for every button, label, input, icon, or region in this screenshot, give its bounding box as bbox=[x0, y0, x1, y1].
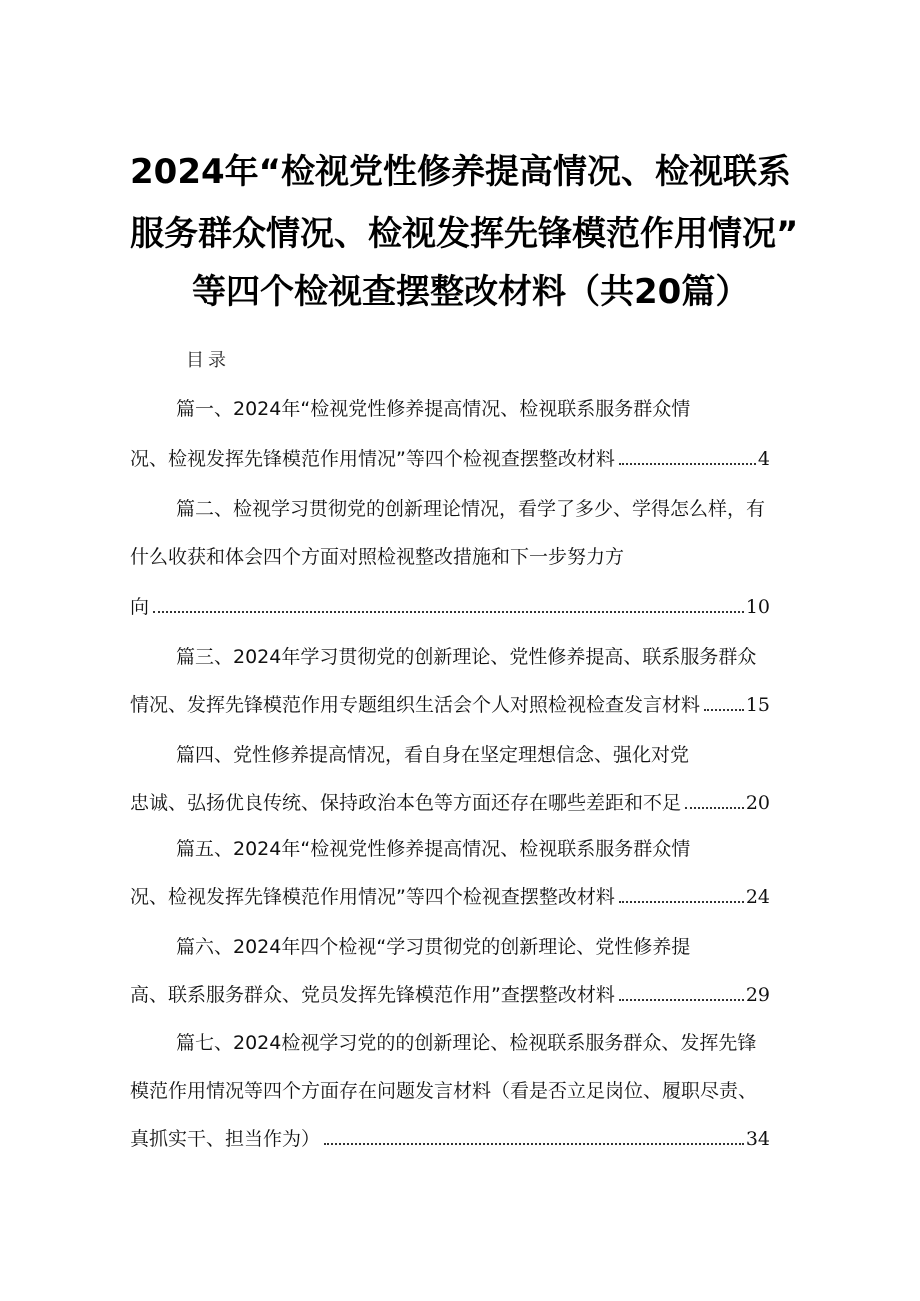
toc-entry-4-line-1: 篇四、党性修养提高情况，看自身在坚定理想信念、强化对党 bbox=[176, 744, 690, 766]
toc-entry-2-line-1: 篇二、检视学习贯彻党的创新理论情况，看学了多少、学得怎么样，有 bbox=[176, 498, 766, 520]
toc-entry-7-line-1: 篇七、2024检视学习党的的创新理论、检视联系服务群众、发挥先锋 bbox=[176, 1032, 757, 1054]
toc-entry-6-line-2[interactable] bbox=[130, 980, 770, 1010]
toc-entry-1-line-2[interactable] bbox=[130, 444, 770, 474]
toc-entry-3-line-1: 篇三、2024年学习贯彻党的创新理论、党性修养提高、联系服务群众 bbox=[176, 646, 757, 668]
title-line-1: 2024年“检视党性修养提高情况、检视联系 bbox=[130, 152, 791, 192]
toc-entry-3-page: 15 bbox=[745, 694, 770, 716]
toc-entry-6-page: 29 bbox=[745, 984, 770, 1006]
toc-entry-5-line-2[interactable] bbox=[130, 882, 770, 912]
toc-entry-2-line-3[interactable] bbox=[130, 592, 770, 622]
title-line-3: 等四个检视查摆整改材料（共20篇） bbox=[192, 272, 750, 312]
toc-entry-text: 高、联系服务群众、党员发挥先锋模范作用”查摆整改材料 bbox=[130, 984, 615, 1006]
toc-entry-7-page: 34 bbox=[745, 1128, 770, 1150]
toc-entry-2-line-2: 什么收获和体会四个方面对照检视整改措施和下一步努力方 bbox=[130, 546, 625, 568]
toc-entry-5-page: 24 bbox=[745, 886, 770, 908]
dot-leader bbox=[324, 1143, 744, 1145]
toc-entry-6-line-1: 篇六、2024年四个检视“学习贯彻党的创新理论、党性修养提 bbox=[176, 936, 691, 958]
toc-entry-4-line-2[interactable] bbox=[130, 788, 770, 818]
toc-entry-text: 况、检视发挥先锋模范作用情况”等四个检视查摆整改材料 bbox=[130, 448, 615, 470]
toc-entry-7-line-2: 模范作用情况等四个方面存在问题发言材料（看是否立足岗位、履职尽责、 bbox=[130, 1080, 758, 1102]
title-line-2: 服务群众情况、检视发挥先锋模范作用情况” bbox=[130, 214, 799, 254]
dot-leader bbox=[619, 463, 756, 465]
toc-entry-3-line-2[interactable] bbox=[130, 690, 770, 720]
toc-entry-1-page: 4 bbox=[757, 448, 770, 470]
dot-leader bbox=[685, 807, 744, 809]
toc-entry-2-page: 10 bbox=[745, 596, 770, 618]
toc-entry-text: 真抓实干、担当作为） bbox=[130, 1128, 321, 1150]
toc-heading: 目录 bbox=[186, 350, 230, 371]
toc-entry-4-page: 20 bbox=[745, 792, 770, 814]
dot-leader bbox=[619, 901, 744, 903]
toc-entry-1-line-1: 篇一、2024年“检视党性修养提高情况、检视联系服务群众情 bbox=[176, 398, 691, 420]
dot-leader bbox=[619, 999, 744, 1001]
dot-leader bbox=[704, 709, 744, 711]
toc-entry-text: 忠诚、弘扬优良传统、保持政治本色等方面还存在哪些差距和不足 bbox=[130, 792, 682, 814]
toc-entry-text: 况、检视发挥先锋模范作用情况”等四个检视查摆整改材料 bbox=[130, 886, 615, 908]
dot-leader bbox=[153, 611, 744, 613]
toc-entry-text: 情况、发挥先锋模范作用专题组织生活会个人对照检视检查发言材料 bbox=[130, 694, 701, 716]
toc-entry-text: 向 bbox=[130, 596, 150, 618]
toc-entry-5-line-1: 篇五、2024年“检视党性修养提高情况、检视联系服务群众情 bbox=[176, 838, 691, 860]
toc-entry-7-line-3[interactable] bbox=[130, 1124, 770, 1154]
